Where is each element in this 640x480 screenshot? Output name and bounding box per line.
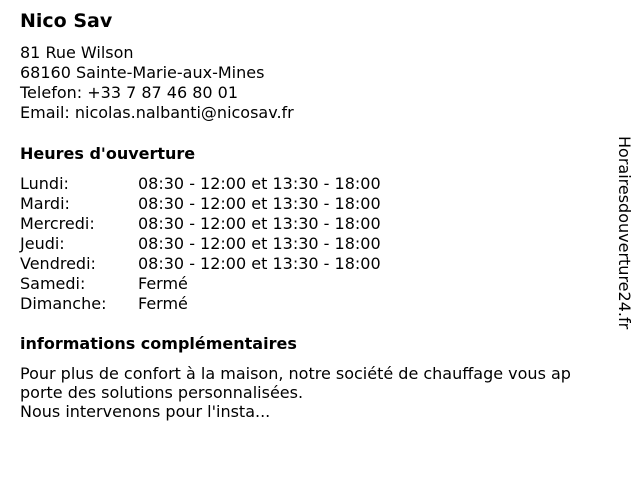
email-line: Email: nicolas.nalbanti@nicosav.fr <box>20 103 294 122</box>
day-hours: 08:30 - 12:00 et 13:30 - 18:00 <box>138 174 381 193</box>
day-label: Dimanche: <box>20 294 107 313</box>
opening-hours-heading: Heures d'ouverture <box>20 144 196 163</box>
hours-row-tuesday <box>20 194 381 214</box>
day-label: Jeudi: <box>20 234 65 253</box>
contact-block <box>20 43 294 123</box>
day-label: Vendredi: <box>20 254 96 273</box>
day-label: Mercredi: <box>20 214 95 233</box>
opening-hours-table <box>20 174 381 314</box>
hours-row-saturday <box>20 274 381 294</box>
business-name: Nico Sav <box>20 10 113 32</box>
site-watermark <box>612 136 636 346</box>
phone-line: Telefon: +33 7 87 46 80 01 <box>20 83 239 102</box>
day-hours: 08:30 - 12:00 et 13:30 - 18:00 <box>138 214 381 233</box>
hours-row-thursday <box>20 234 381 254</box>
day-hours: Fermé <box>138 294 188 313</box>
day-label: Lundi: <box>20 174 69 193</box>
additional-info-text <box>20 364 620 421</box>
description-line: porte des solutions personnalisées. <box>20 383 304 402</box>
day-hours: 08:30 - 12:00 et 13:30 - 18:00 <box>138 254 381 273</box>
hours-row-monday <box>20 174 381 194</box>
street-address: 81 Rue Wilson <box>20 43 134 62</box>
day-hours: Fermé <box>138 274 188 293</box>
day-label: Samedi: <box>20 274 86 293</box>
additional-info-heading: informations complémentaires <box>20 334 297 353</box>
description-line: Pour plus de confort à la maison, notre société de chauffage vous ap <box>20 364 571 383</box>
description-line: Nous intervenons pour l'insta... <box>20 402 271 421</box>
hours-row-friday <box>20 254 381 274</box>
city-address: 68160 Sainte-Marie-aux-Mines <box>20 63 265 82</box>
watermark-text: Horairesdouverture24.fr <box>615 136 634 330</box>
hours-row-sunday <box>20 294 381 314</box>
day-hours: 08:30 - 12:00 et 13:30 - 18:00 <box>138 234 381 253</box>
day-label: Mardi: <box>20 194 70 213</box>
day-hours: 08:30 - 12:00 et 13:30 - 18:00 <box>138 194 381 213</box>
hours-row-wednesday <box>20 214 381 234</box>
